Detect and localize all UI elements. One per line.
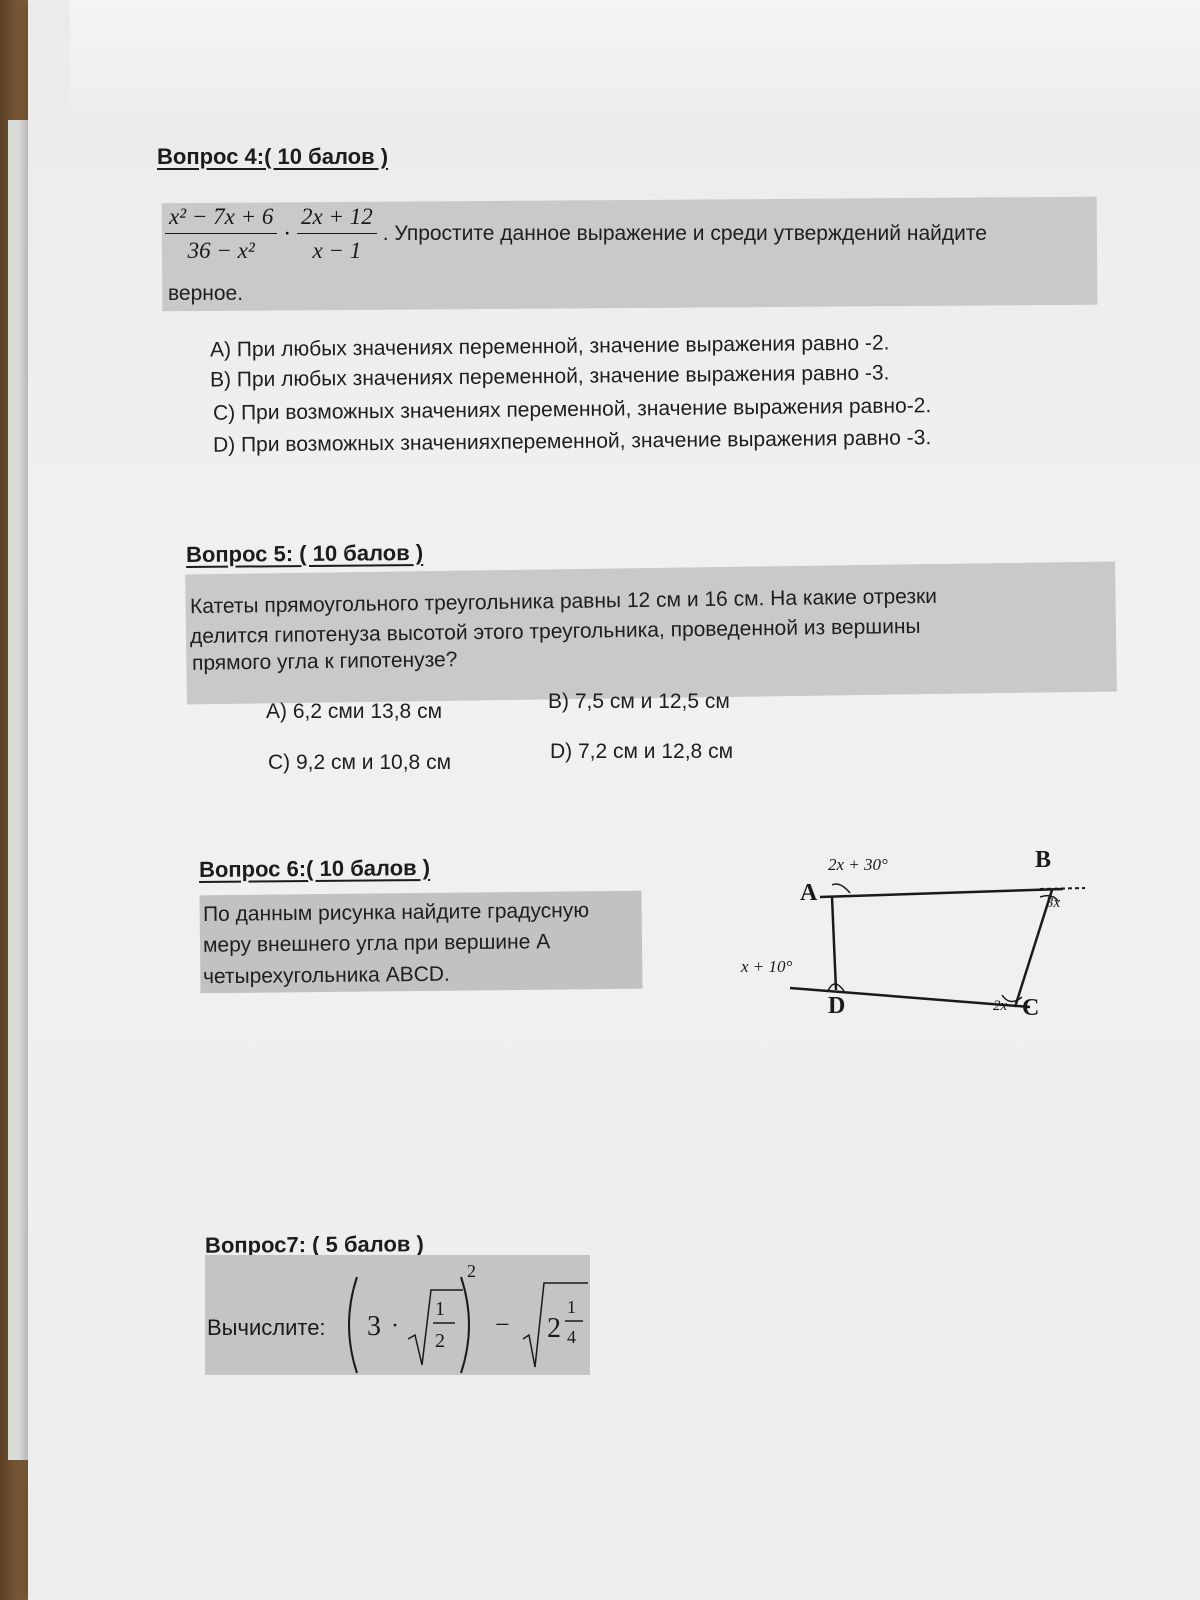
q4-option-c: C) При возможных значениях переменной, значение выражения равно-2.: [212, 394, 932, 425]
q6-prompt-line-3: четырехугольника ABCD.: [202, 962, 450, 989]
q7-left-paren: [349, 1277, 357, 1373]
q6-prompt-line-1: По данным рисунка найдите градусную: [202, 898, 590, 927]
q5-option-a: A) 6,2 сми 13,8 см: [266, 700, 443, 723]
q4-fraction-1: [165, 204, 277, 264]
q7-heading: Вопрос7: ( 5 балов ): [204, 1231, 424, 1258]
q4-fraction-2: [297, 204, 377, 264]
q5-heading: Вопрос 5: ( 10 балов ): [185, 539, 424, 568]
angle-a-label: 2x + 30°: [828, 855, 888, 874]
vertex-a-label: A: [800, 880, 818, 906]
vertex-b-label: B: [1035, 847, 1052, 873]
q4-prompt-end: верное.: [168, 282, 244, 305]
vertex-c-label: C: [1022, 995, 1040, 1021]
q6-heading: Вопрос 6:( 10 балов ): [198, 854, 431, 883]
q5-option-d: D) 7,2 см и 12,8 см: [550, 740, 734, 763]
q7-expression-box: [205, 1255, 590, 1375]
q7-mixed-denominator: 4: [567, 1327, 576, 1347]
q4-option-b: B) При любых значениях переменной, значение выражения равно -3.: [209, 361, 890, 392]
q4-fraction-2-denominator: x − 1: [312, 238, 362, 263]
q7-sqrt-1-numerator: 1: [435, 1298, 445, 1320]
angle-b-label: 3x: [1046, 895, 1061, 911]
q7-sqrt-1-denominator: 2: [435, 1330, 445, 1352]
q4-expression: [165, 204, 987, 264]
quadrilateral-figure: [740, 845, 1100, 1035]
side-ad: [832, 897, 836, 990]
q4-multiply-sign: ·: [283, 221, 292, 246]
q4-prompt-tail: . Упростите данное выражение и среди утверждений найдите: [382, 222, 987, 245]
q7-exponent: 2: [467, 1261, 476, 1281]
q7-minus: −: [495, 1310, 510, 1339]
q7-label: Вычислите:: [207, 1315, 326, 1340]
q5-prompt-line-3: прямого угла к гипотенузе?: [191, 648, 458, 675]
q4-fraction-1-denominator: 36 − x²: [187, 238, 255, 263]
q6-prompt-line-2: меру внешнего угла при вершине А: [202, 930, 551, 957]
q7-three: 3: [367, 1311, 381, 1342]
q7-mixed-whole: 2: [547, 1313, 561, 1344]
q7-mixed-numerator: 1: [567, 1297, 576, 1317]
q5-option-b: B) 7,5 см и 12,5 см: [548, 690, 730, 713]
q7-right-paren: [461, 1277, 469, 1373]
angle-c-label: 2x: [993, 998, 1008, 1014]
q5-option-c: C) 9,2 см и 10,8 см: [268, 751, 452, 774]
angle-d-label: x + 10°: [741, 957, 793, 976]
angle-a-arc: [832, 884, 850, 893]
q4-fraction-2-numerator: 2x + 12: [297, 204, 377, 234]
vertex-d-label: D: [828, 993, 846, 1019]
q7-dot: ·: [391, 1313, 399, 1339]
q5-prompt-line-2: делится гипотенуза высотой этого треугольника, проведенной из вершины: [189, 614, 921, 649]
side-ab-extended: [820, 889, 1063, 897]
q4-option-d: D) При возможных значенияхпеременной, значение выражения равно -3.: [212, 426, 932, 457]
q4-option-a: A) При любых значениях переменной, значение выражения равно -2.: [209, 331, 890, 362]
q4-fraction-1-numerator: x² − 7x + 6: [165, 204, 277, 234]
q4-heading: Вопрос 4:( 10 балов ): [157, 144, 389, 169]
q5-prompt-line-1: Катеты прямоугольного треугольника равны 12 см и 16 см. На какие отрезки: [189, 584, 938, 619]
